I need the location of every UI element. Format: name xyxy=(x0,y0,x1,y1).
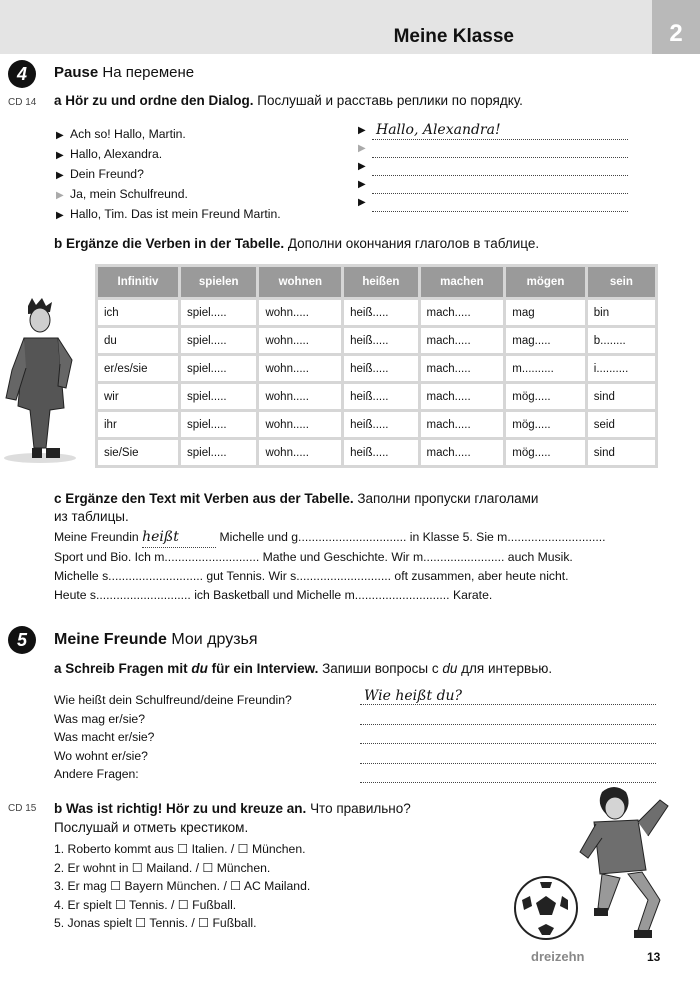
list-item[interactable]: 4. Er spielt ☐ Tennis. / ☐ Fußball. xyxy=(54,897,237,912)
table-cell-blank[interactable]: spiel..... xyxy=(181,300,256,325)
exercise-4-badge: 4 xyxy=(8,60,36,88)
answer-line[interactable] xyxy=(372,161,628,176)
answer-line[interactable] xyxy=(372,143,628,158)
gap-text-line: Heute s............................ ich Basketball und Michelle m............................ Karate. xyxy=(54,588,493,602)
table-cell-blank[interactable]: mach..... xyxy=(421,356,504,381)
table-cell-blank[interactable]: wohn..... xyxy=(259,440,341,465)
triangle-icon: ▶ xyxy=(56,130,64,141)
exercise-5b-instruction: b Was ist richtig! Hör zu und kreuze an. Что правильно? Послушай и отметь крестиком. xyxy=(54,801,411,835)
table-cell-blank[interactable]: heiß..... xyxy=(344,328,417,353)
table-cell-blank[interactable]: mög..... xyxy=(506,440,585,465)
exercise-5-badge: 5 xyxy=(8,626,36,654)
triangle-icon: ▶ xyxy=(56,150,64,161)
page-word: dreizehn xyxy=(531,949,585,964)
table-cell-blank[interactable]: spiel..... xyxy=(181,328,256,353)
question-line: Andere Fragen: xyxy=(54,767,139,781)
page-header xyxy=(0,0,700,54)
column-header: heißen xyxy=(344,267,417,297)
answer-line[interactable] xyxy=(372,197,628,212)
gap-text-line: Sport und Bio. Ich m............................ Mathe und Geschichte. Wir m........................ auch Musik. xyxy=(54,550,573,564)
table-cell: sie/Sie xyxy=(98,440,178,465)
question-line: Wo wohnt er/sie? xyxy=(54,748,148,763)
table-cell-blank[interactable]: spiel..... xyxy=(181,356,256,381)
checkbox-items xyxy=(54,840,310,933)
exercise-4-title: Pause На перемене xyxy=(54,64,195,81)
exercise-5a-instruction: a Schreib Fragen mit du für ein Interview. Запиши вопросы с du для интервью. xyxy=(54,661,553,676)
table-row xyxy=(98,300,655,325)
list-item[interactable]: 3. Er mag ☐ Bayern München. / ☐ AC Mailand. xyxy=(54,879,311,893)
table-row xyxy=(98,328,655,353)
triangle-icon: ▶ xyxy=(358,161,366,172)
answer-line[interactable] xyxy=(360,727,656,744)
table-cell-blank[interactable]: mach..... xyxy=(421,440,504,465)
triangle-icon: ▶ xyxy=(358,143,366,154)
cd-track-14: CD 14 xyxy=(8,97,37,108)
exercise-5-title: Meine Freunde Мои друзья xyxy=(54,631,258,648)
table-row xyxy=(98,384,655,409)
table-cell: ihr xyxy=(98,412,178,437)
triangle-icon: ▶ xyxy=(358,179,366,190)
answer-line[interactable] xyxy=(360,708,656,725)
table-cell-blank[interactable]: mög..... xyxy=(506,384,585,409)
column-header: sein xyxy=(588,267,655,297)
table-cell-blank[interactable]: wohn..... xyxy=(259,356,341,381)
page-number: 13 xyxy=(647,950,661,964)
question-line: Wie heißt dein Schulfreund/deine Freundin? xyxy=(54,693,292,707)
table-row xyxy=(98,440,655,465)
question-line: Was mag er/sie? xyxy=(54,711,145,726)
table-cell-blank[interactable]: wohn..... xyxy=(259,300,341,325)
table-cell-blank[interactable]: mach..... xyxy=(421,384,504,409)
exercise-4a-instruction: a Hör zu und ordne den Dialog. Послушай и расставь реплики по порядку. xyxy=(54,93,523,108)
table-cell: ich xyxy=(98,300,178,325)
table-row xyxy=(98,412,655,437)
dialog-line: ▶ Ach so! Hallo, Martin. xyxy=(56,125,281,145)
exercise-4c-instruction: c Ergänze den Text mit Verben aus der Tabelle. Заполни пропуски глаголами из таблицы. xyxy=(54,491,539,524)
dialog-answer-lines xyxy=(358,122,628,212)
triangle-icon: ▶ xyxy=(358,125,366,136)
column-header: wohnen xyxy=(259,267,341,297)
interview-questions xyxy=(54,691,292,784)
chapter-number: 2 xyxy=(652,0,700,54)
table-cell-blank[interactable]: wohn..... xyxy=(259,384,341,409)
table-cell: du xyxy=(98,328,178,353)
list-item[interactable]: 1. Roberto kommt aus ☐ Italien. / ☐ München. xyxy=(54,842,306,856)
table-cell: sind xyxy=(588,440,655,465)
triangle-icon: ▶ xyxy=(56,190,64,201)
table-cell-blank[interactable]: heiß..... xyxy=(344,412,417,437)
gap-text-line: Meine Freundin heißt Michelle und g................................ in Klasse 5. Sie m............................. xyxy=(54,528,606,548)
chapter-title: Meine Klasse xyxy=(393,26,514,47)
student-illustration xyxy=(2,298,92,466)
table-cell: er/es/sie xyxy=(98,356,178,381)
table-row xyxy=(98,356,655,381)
table-cell-blank[interactable]: heiß..... xyxy=(344,356,417,381)
column-header: machen xyxy=(421,267,504,297)
table-header-row xyxy=(98,267,655,297)
table-cell: sind xyxy=(588,384,655,409)
dialog-line: ▶ Hallo, Alexandra. xyxy=(56,145,281,165)
table-cell: mag xyxy=(506,300,585,325)
table-cell-blank[interactable]: mög..... xyxy=(506,412,585,437)
cd-track-15: CD 15 xyxy=(8,803,37,814)
handwritten-answer: heißt xyxy=(142,528,216,548)
gap-text-line: Michelle s............................ gut Tennis. Wir s............................ oft zusammen, aber heute nicht. xyxy=(54,569,569,583)
handwritten-answer: Hallo, Alexandra! xyxy=(376,122,501,138)
list-item[interactable]: 5. Jonas spielt ☐ Tennis. / ☐ Fußball. xyxy=(54,916,257,930)
question-line: Was macht er/sie? xyxy=(54,730,155,744)
table-cell-blank[interactable]: spiel..... xyxy=(181,384,256,409)
dialog-line: ▶ Dein Freund? xyxy=(56,165,281,185)
table-cell-blank[interactable]: mach..... xyxy=(421,300,504,325)
list-item[interactable]: 2. Er wohnt in ☐ Mailand. / ☐ München. xyxy=(54,860,271,875)
gap-text xyxy=(54,528,606,605)
table-cell-blank[interactable]: i.......... xyxy=(588,356,655,381)
table-cell-blank[interactable]: heiß..... xyxy=(344,440,417,465)
table-cell-blank[interactable]: m.......... xyxy=(506,356,585,381)
interview-answer-lines xyxy=(360,688,656,783)
table-cell-blank[interactable]: mach..... xyxy=(421,328,504,353)
table-cell-blank[interactable]: b........ xyxy=(588,328,655,353)
answer-line[interactable] xyxy=(360,747,656,764)
table-cell-blank[interactable]: wohn..... xyxy=(259,412,341,437)
column-header: spielen xyxy=(181,267,256,297)
triangle-icon: ▶ xyxy=(56,170,64,181)
table-cell-blank[interactable]: wohn..... xyxy=(259,328,341,353)
table-cell-blank[interactable]: heiß..... xyxy=(344,300,417,325)
table-cell-blank[interactable]: spiel..... xyxy=(181,412,256,437)
dialog-line: ▶ Hallo, Tim. Das ist mein Freund Martin. xyxy=(56,205,281,225)
column-header: mögen xyxy=(506,267,585,297)
table-cell-blank[interactable]: heiß..... xyxy=(344,384,417,409)
dialog-line: ▶ Ja, mein Schulfreund. xyxy=(56,185,281,205)
answer-line[interactable] xyxy=(372,179,628,194)
table-cell: seid xyxy=(588,412,655,437)
soccer-ball-icon xyxy=(514,876,578,940)
dialog-lines xyxy=(56,125,281,225)
answer-line[interactable] xyxy=(360,766,656,783)
table-cell-blank[interactable]: mag..... xyxy=(506,328,585,353)
column-header: Infinitiv xyxy=(98,267,178,297)
triangle-icon: ▶ xyxy=(358,197,366,208)
table-cell-blank[interactable]: spiel..... xyxy=(181,440,256,465)
table-cell-blank[interactable]: mach..... xyxy=(421,412,504,437)
table-cell: bin xyxy=(588,300,655,325)
table-cell: wir xyxy=(98,384,178,409)
exercise-4b-instruction: b Ergänze die Verben in der Tabelle. Дополни окончания глаголов в таблице. xyxy=(54,236,540,251)
verb-table xyxy=(95,264,658,468)
triangle-icon: ▶ xyxy=(56,210,64,221)
handwritten-answer: Wie heißt du? xyxy=(364,688,463,704)
